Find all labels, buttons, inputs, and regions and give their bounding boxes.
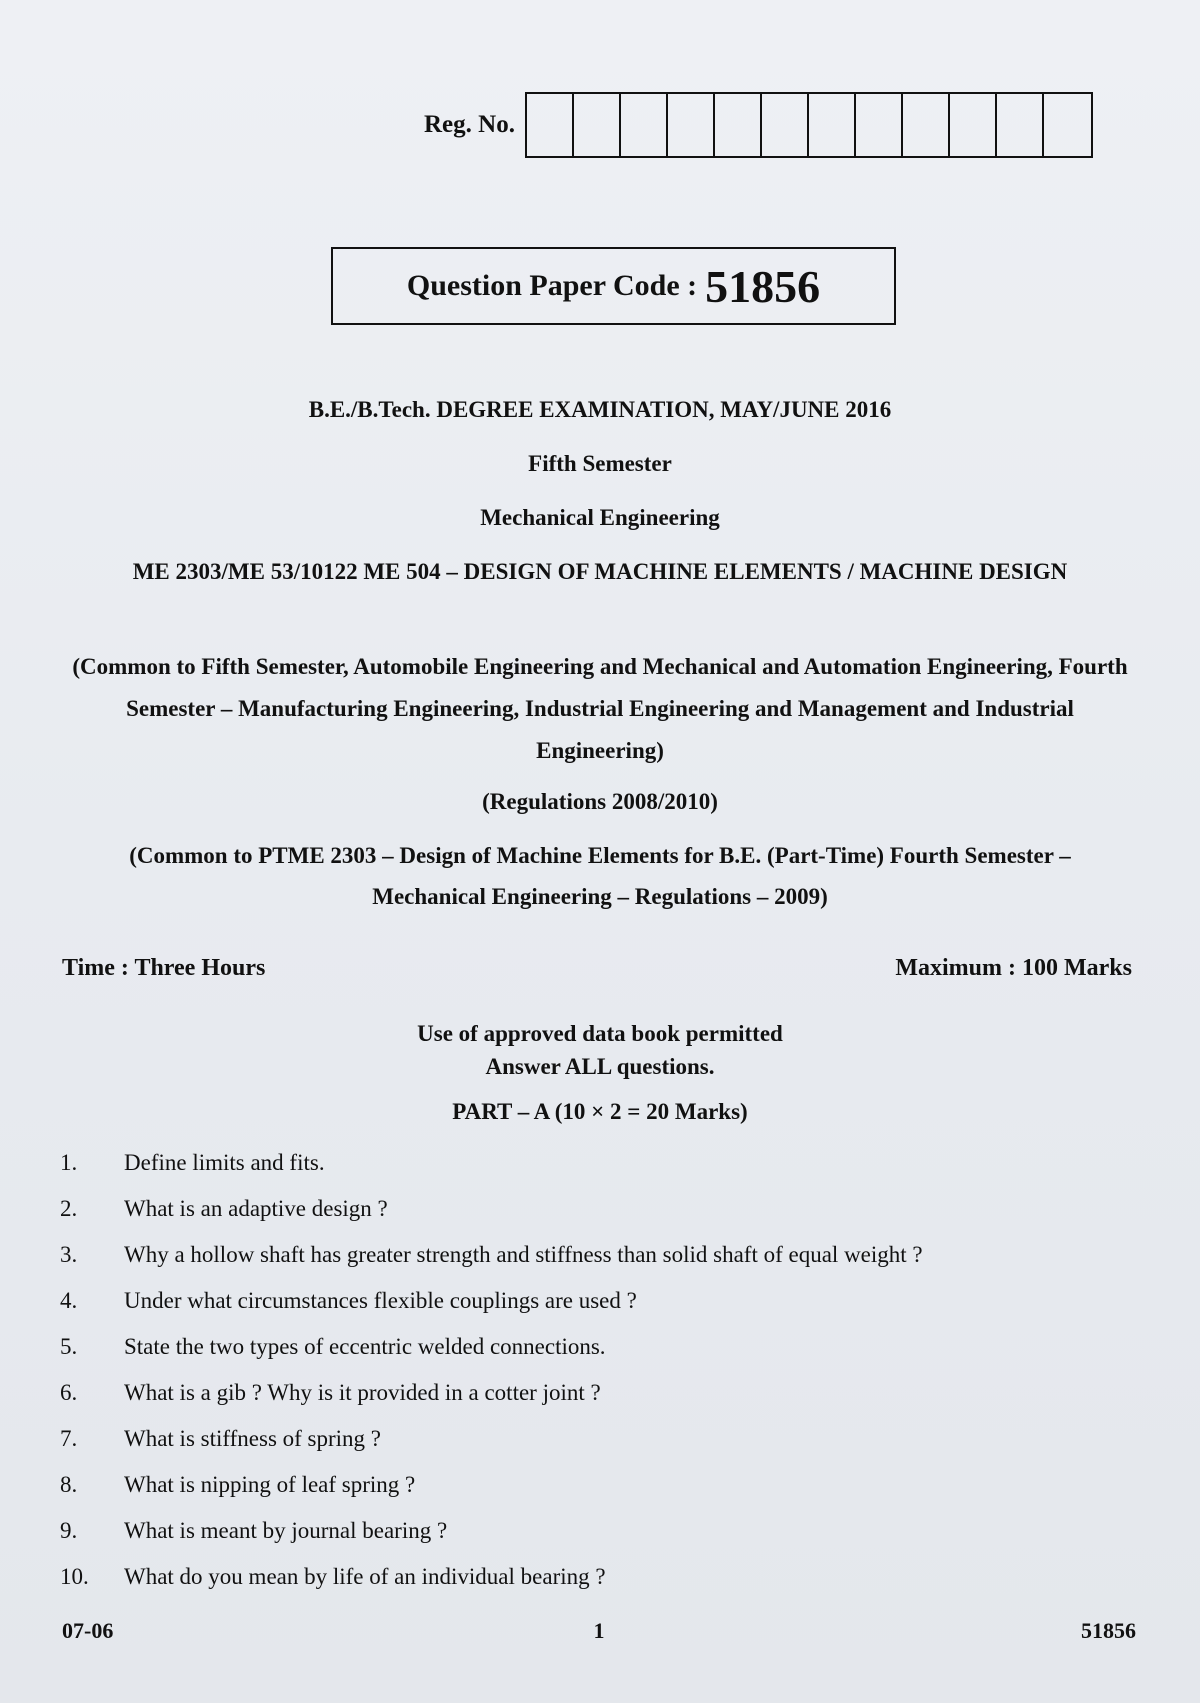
question-text: State the two types of eccentric welded connections. — [124, 1334, 606, 1359]
reg-number-box — [621, 94, 668, 156]
question-text: Define limits and fits. — [124, 1150, 325, 1175]
question-number: 1. — [60, 1150, 78, 1175]
reg-number-boxes — [525, 92, 1093, 158]
question-paper-code-box — [331, 247, 896, 325]
question-item — [60, 1554, 1140, 1600]
reg-number-box — [668, 94, 715, 156]
course-title: ME 2303/ME 53/10122 ME 504 – DESIGN OF MACHINE ELEMENTS / MACHINE DESIGN — [132, 559, 1068, 584]
time-allowed: Time : Three Hours — [62, 955, 266, 981]
question-text: What is a gib ? Why is it provided in a cotter joint ? — [124, 1380, 601, 1405]
question-item — [60, 1186, 1140, 1232]
question-item — [60, 1508, 1140, 1554]
reg-number-box — [856, 94, 903, 156]
question-item — [60, 1462, 1140, 1508]
reg-number-row — [424, 92, 1093, 158]
reg-number-box — [997, 94, 1044, 156]
reg-number-box — [1044, 94, 1091, 156]
time-marks-row — [62, 955, 1132, 982]
question-text: What do you mean by life of an individual bearing ? — [124, 1564, 606, 1589]
exam-title: B.E./B.Tech. DEGREE EXAMINATION, MAY/JUNE 2016 — [308, 397, 892, 422]
footer-left-code: 07-06 — [62, 1618, 114, 1643]
common-to-ptme-note: (Common to PTME 2303 – Design of Machine Elements for B.E. (Part-Time) Fourth Semester – Mechanical Engineering – Regulations – 2009) — [129, 843, 1071, 909]
question-number: 10. — [60, 1564, 89, 1589]
department: Mechanical Engineering — [480, 505, 720, 530]
reg-number-box — [715, 94, 762, 156]
reg-number-box — [950, 94, 997, 156]
question-text: What is an adaptive design ? — [124, 1196, 388, 1221]
regulations: (Regulations 2008/2010) — [482, 789, 718, 814]
question-item — [60, 1140, 1140, 1186]
question-paper-code: 51856 — [705, 260, 821, 312]
question-number: 4. — [60, 1288, 78, 1313]
question-item — [60, 1370, 1140, 1416]
data-book-note: Use of approved data book permitted — [417, 1021, 783, 1046]
footer-paper-code: 51856 — [1081, 1618, 1136, 1643]
maximum-marks: Maximum : 100 Marks — [895, 955, 1132, 981]
question-item — [60, 1232, 1140, 1278]
question-number: 6. — [60, 1380, 78, 1405]
question-text: What is meant by journal bearing ? — [124, 1518, 448, 1543]
question-number: 3. — [60, 1242, 78, 1267]
page-footer — [62, 1618, 1136, 1644]
question-paper-code-label: Question Paper Code : — [406, 269, 698, 302]
question-text: Under what circumstances flexible couplings are used ? — [124, 1288, 637, 1313]
reg-number-box — [527, 94, 574, 156]
semester: Fifth Semester — [528, 451, 672, 476]
question-list — [60, 1140, 1140, 1600]
answer-all-note: Answer ALL questions. — [485, 1054, 715, 1079]
part-a-heading: PART – A (10 × 2 = 20 Marks) — [452, 1099, 748, 1124]
question-number: 7. — [60, 1426, 78, 1451]
question-number: 8. — [60, 1472, 78, 1497]
question-number: 2. — [60, 1196, 78, 1221]
question-item — [60, 1278, 1140, 1324]
question-text: Why a hollow shaft has greater strength and stiffness than solid shaft of equal weight ? — [124, 1242, 923, 1267]
question-item — [60, 1416, 1140, 1462]
question-text: What is stiffness of spring ? — [124, 1426, 382, 1451]
question-number: 9. — [60, 1518, 78, 1543]
page-number: 1 — [593, 1618, 605, 1643]
reg-number-box — [903, 94, 950, 156]
reg-number-box — [574, 94, 621, 156]
reg-number-label: Reg. No. — [424, 111, 515, 138]
reg-number-box — [809, 94, 856, 156]
question-text: What is nipping of leaf spring ? — [124, 1472, 416, 1497]
question-number: 5. — [60, 1334, 78, 1359]
question-item — [60, 1324, 1140, 1370]
common-to-note: (Common to Fifth Semester, Automobile Engineering and Mechanical and Automation Engineering, Fourth Semester – Manufacturing Engineering, Industrial Engineering and Management and Industrial Engineering) — [72, 654, 1128, 763]
reg-number-box — [762, 94, 809, 156]
